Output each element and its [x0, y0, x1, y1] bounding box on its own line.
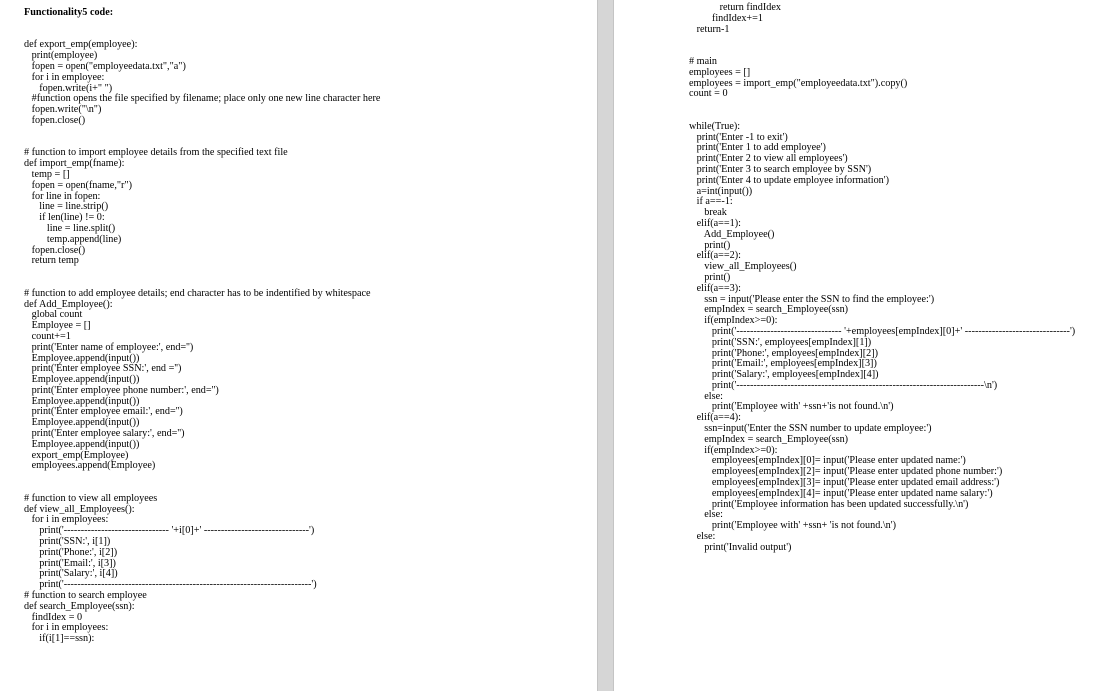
- code-line: elif(a==3):: [689, 282, 741, 294]
- code-line: for i in employee:: [24, 71, 105, 83]
- code-line: return temp: [24, 255, 79, 267]
- code-line: print('------------------------------- '+employees[empIndex][0]+' -------------------------------'): [689, 325, 1076, 337]
- code-line: print('Employee information has been updated successfully.\n'): [689, 498, 969, 510]
- code-line: print('Email:', i[3]): [24, 557, 116, 569]
- code-line: employees = []: [689, 66, 751, 78]
- code-line: employees[empIndex][0]= input('Please enter updated name:'): [689, 455, 966, 467]
- code-line: Employee.append(input()): [24, 395, 140, 407]
- code-line: if(empIndex>=0):: [689, 444, 778, 456]
- code-line: print('Salary:', employees[empIndex][4]): [689, 369, 879, 381]
- code-line: ssn=input('Enter the SSN number to update employee:'): [689, 423, 932, 435]
- code-line: count+=1: [24, 330, 71, 342]
- code-line: return-1: [689, 23, 730, 35]
- code-line: print('------------------------------- '+i[0]+' -------------------------------'): [24, 525, 315, 537]
- code-line: print('SSN:', i[1]): [24, 536, 111, 548]
- code-line: print('Enter 1 to add employee'): [689, 142, 826, 154]
- code-line: Employee.append(input()): [24, 438, 140, 450]
- code-line: fopen = open("employeedata.txt","a"): [24, 60, 186, 72]
- code-line: def search_Employee(ssn):: [24, 600, 135, 612]
- code-line: # function to add employee details; end character has to be indentified by whitespace: [24, 287, 371, 299]
- code-line: print('Enter -1 to exit'): [689, 131, 788, 143]
- code-line: [689, 35, 1075, 46]
- code-line: fopen.write(i+" "): [24, 82, 113, 94]
- code-line: empIndex = search_Employee(ssn): [689, 433, 849, 445]
- code-line: empIndex = search_Employee(ssn): [689, 304, 849, 316]
- code-line: print('Phone:', employees[empIndex][2]): [689, 347, 878, 359]
- code-line: export_emp(Employee): [24, 449, 129, 461]
- code-line: def Add_Employee():: [24, 298, 113, 310]
- code-line: while(True):: [689, 120, 741, 132]
- code-line: line = line.strip(): [24, 201, 109, 213]
- code-line: findIdex = 0: [24, 611, 83, 623]
- code-line: [689, 111, 1075, 122]
- code-line: #function opens the file specified by filename; place only one new line character here: [24, 93, 381, 105]
- code-line: employees[empIndex][2]= input('Please enter updated phone number:'): [689, 466, 1003, 478]
- code-line: [689, 46, 1075, 57]
- code-line: temp.append(line): [24, 233, 122, 245]
- code-line: # function to view all employees: [24, 492, 158, 504]
- code-line: def import_emp(fname):: [24, 158, 125, 170]
- code-line: for i in employees:: [24, 514, 109, 526]
- code-line: a=int(input()): [689, 185, 753, 197]
- code-line: # function to import employee details from the specified text file: [24, 147, 288, 159]
- code-line: if(i[1]==ssn):: [24, 633, 95, 645]
- code-listing-right: [689, 3, 1075, 554]
- code-line: for i in employees:: [24, 622, 109, 634]
- code-line: print(employee): [24, 50, 98, 62]
- code-line: findIdex+=1: [689, 12, 764, 24]
- page-gap: [597, 0, 614, 691]
- code-line: Add_Employee(): [689, 228, 775, 240]
- code-line: print('Enter employee salary:', end=''): [24, 428, 185, 440]
- code-line: Employee.append(input()): [24, 374, 140, 386]
- code-line: print('SSN:', employees[empIndex][1]): [689, 336, 872, 348]
- code-line: fopen = open(fname,"r"): [24, 179, 132, 191]
- code-line: employees[empIndex][3]= input('Please enter updated email address:'): [689, 477, 1000, 489]
- code-line: employees.append(Employee): [24, 460, 156, 472]
- code-line: print('Employee with' +ssn+'is not found.\n'): [689, 401, 894, 413]
- code-line: if(empIndex>=0):: [689, 315, 778, 327]
- code-line: view_all_Employees(): [689, 261, 797, 273]
- code-line: fopen.close(): [24, 244, 86, 256]
- code-line: print(): [689, 271, 731, 283]
- code-line: for line in fopen:: [24, 190, 101, 202]
- code-line: elif(a==4):: [689, 412, 741, 424]
- code-line: print('Enter 4 to update employee information'): [689, 174, 890, 186]
- code-line: [24, 267, 380, 278]
- code-line: print('Employee with' +ssn+ 'is not found.\n'): [689, 520, 897, 532]
- code-line: Employee.append(input()): [24, 352, 140, 364]
- code-listing-left: [24, 8, 380, 645]
- code-line: fopen.write("\n"): [24, 104, 102, 116]
- code-line: count = 0: [689, 88, 728, 100]
- code-line: # function to search employee: [24, 590, 147, 602]
- code-line: else:: [689, 531, 716, 543]
- code-line: def export_emp(employee):: [24, 39, 138, 51]
- code-line: else:: [689, 509, 723, 521]
- code-line: print('Enter employee email:', end=''): [24, 406, 183, 418]
- code-line: [689, 100, 1075, 111]
- code-line: print('Email:', employees[empIndex][3]): [689, 358, 877, 370]
- code-line: print('-------------------------------------------------------------------------'): [24, 579, 317, 591]
- code-line: def view_all_Employees():: [24, 503, 135, 515]
- document-heading: Functionality5 code:: [24, 7, 114, 18]
- code-line: print('Enter 2 to view all employees'): [689, 153, 848, 165]
- code-line: global count: [24, 309, 83, 321]
- code-line: ssn = input('Please enter the SSN to find the employee:'): [689, 293, 935, 305]
- code-line: Employee = []: [24, 320, 91, 332]
- code-line: [24, 19, 380, 30]
- code-line: print(): [689, 239, 731, 251]
- code-line: line = line.split(): [24, 222, 116, 234]
- code-line: return findIdex: [689, 2, 781, 13]
- code-line: employees[empIndex][4]= input('Please enter updated name salary:'): [689, 487, 993, 499]
- code-line: if len(line) != 0:: [24, 212, 105, 224]
- code-line: fopen.close(): [24, 114, 86, 126]
- code-line: print('Enter 3 to search employee by SSN'): [689, 163, 872, 175]
- code-line: print('Enter employee phone number:', end=''): [24, 384, 219, 396]
- code-line: print('Phone:', i[2]): [24, 546, 118, 558]
- code-line: elif(a==2):: [689, 250, 741, 262]
- code-line: break: [689, 207, 727, 219]
- code-line: print('Enter employee SSN:', end =''): [24, 363, 182, 375]
- code-line: [24, 472, 380, 483]
- code-line: print('Invalid output'): [689, 541, 792, 553]
- code-line: [24, 127, 380, 138]
- code-line: Employee.append(input()): [24, 417, 140, 429]
- code-line: print('-------------------------------------------------------------------------\n'): [689, 379, 998, 391]
- document-page-right: [614, 0, 1117, 691]
- code-line: if a==-1:: [689, 196, 733, 208]
- code-line: print('Enter name of employee:', end=''): [24, 341, 194, 353]
- code-line: elif(a==1):: [689, 217, 741, 229]
- code-line: temp = []: [24, 168, 70, 180]
- code-line: else:: [689, 390, 723, 402]
- code-line: employees = import_emp("employeedata.txt").copy(): [689, 77, 908, 89]
- code-line: print('Salary:', i[4]): [24, 568, 118, 580]
- code-line: # main: [689, 55, 718, 67]
